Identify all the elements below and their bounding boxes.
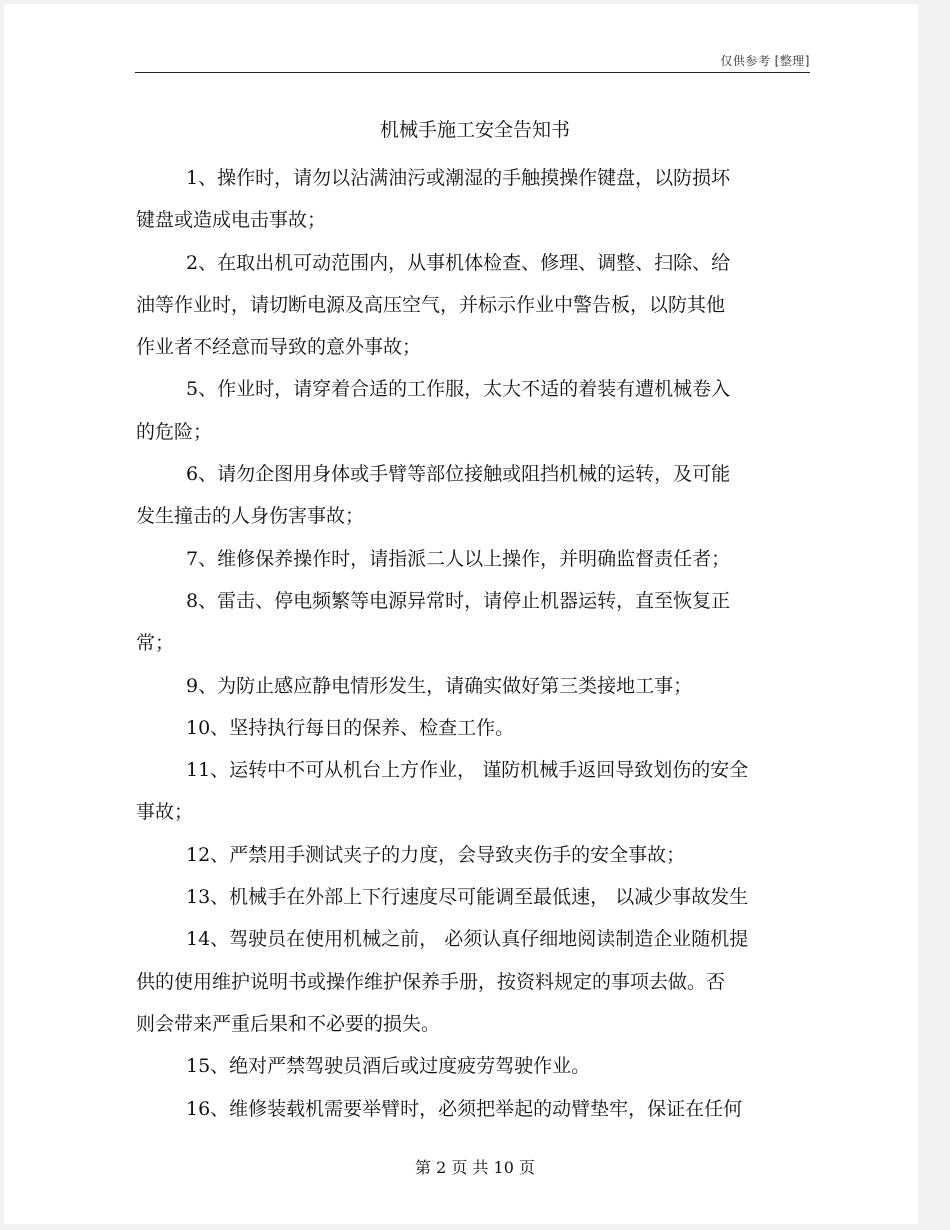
- document-body: [136, 157, 816, 1130]
- body-line: 9、为防止感应静电情形发生，请确实做好第三类接地工事；: [186, 674, 693, 697]
- body-line: 13、机械手在外部上下行速度尽可能调至最低速， 以减少事故发生: [186, 886, 749, 909]
- body-line: 6、请勿企图用身体或手臂等部位接触或阻挡机械的运转，及可能: [186, 463, 731, 486]
- body-line: 5、作业时，请穿着合适的工作服，太大不适的着装有遭机械卷入: [186, 378, 731, 401]
- body-line: 1、操作时，请勿以沾满油污或潮湿的手触摸操作键盘，以防损坏: [186, 167, 731, 189]
- body-line: 15、绝对严禁驾驶员酒后或过度疲劳驾驶作业。: [186, 1055, 591, 1078]
- body-line: 事故；: [136, 801, 194, 824]
- body-line: 键盘或造成电击事故；: [136, 209, 327, 232]
- body-line: 16、维修装载机需要举臂时，必须把举起的动臂垫牢，保证在任何: [186, 1097, 743, 1120]
- body-line: 油等作业时，请切断电源及高压空气，并标示作业中警告板，以防其他: [136, 293, 726, 316]
- body-line: 7、维修保养操作时，请指派二人以上操作，并明确监督责任者；: [186, 547, 731, 570]
- body-line: 供的使用维护说明书或操作维护保养手册，按资料规定的事项去做。否: [136, 970, 726, 993]
- header-divider: [135, 72, 810, 73]
- document-title: 机械手施工安全告知书: [379, 119, 570, 141]
- body-line: 则会带来严重后果和不必要的损失。: [136, 1012, 441, 1035]
- body-line: 14、驾驶员在使用机械之前， 必须认真仔细地阅读制造企业随机提: [186, 928, 749, 951]
- body-line: 12、严禁用手测试夹子的力度，会导致夹伤手的安全事故；: [186, 843, 686, 866]
- body-line: 的危险；: [136, 420, 213, 443]
- body-line: 发生撞击的人身伤害事故；: [136, 505, 365, 528]
- header-note: 仅供参考 [整理]: [720, 54, 810, 68]
- body-line: 11、运转中不可从机台上方作业， 谨防机械手返回导致划伤的安全: [186, 759, 749, 782]
- page-number-footer: 第 2 页 共 10 页: [415, 1158, 535, 1177]
- body-line: 常；: [136, 632, 175, 655]
- body-line: 10、坚持执行每日的保养、检查工作。: [186, 716, 515, 739]
- body-line: 作业者不经意而导致的意外事故；: [136, 336, 422, 359]
- body-line: 2、在取出机可动范围内，从事机体检查、修理、调整、扫除、给: [186, 251, 731, 274]
- body-line: 8、雷击、停电频繁等电源异常时，请停止机器运转，直至恢复正: [186, 589, 731, 612]
